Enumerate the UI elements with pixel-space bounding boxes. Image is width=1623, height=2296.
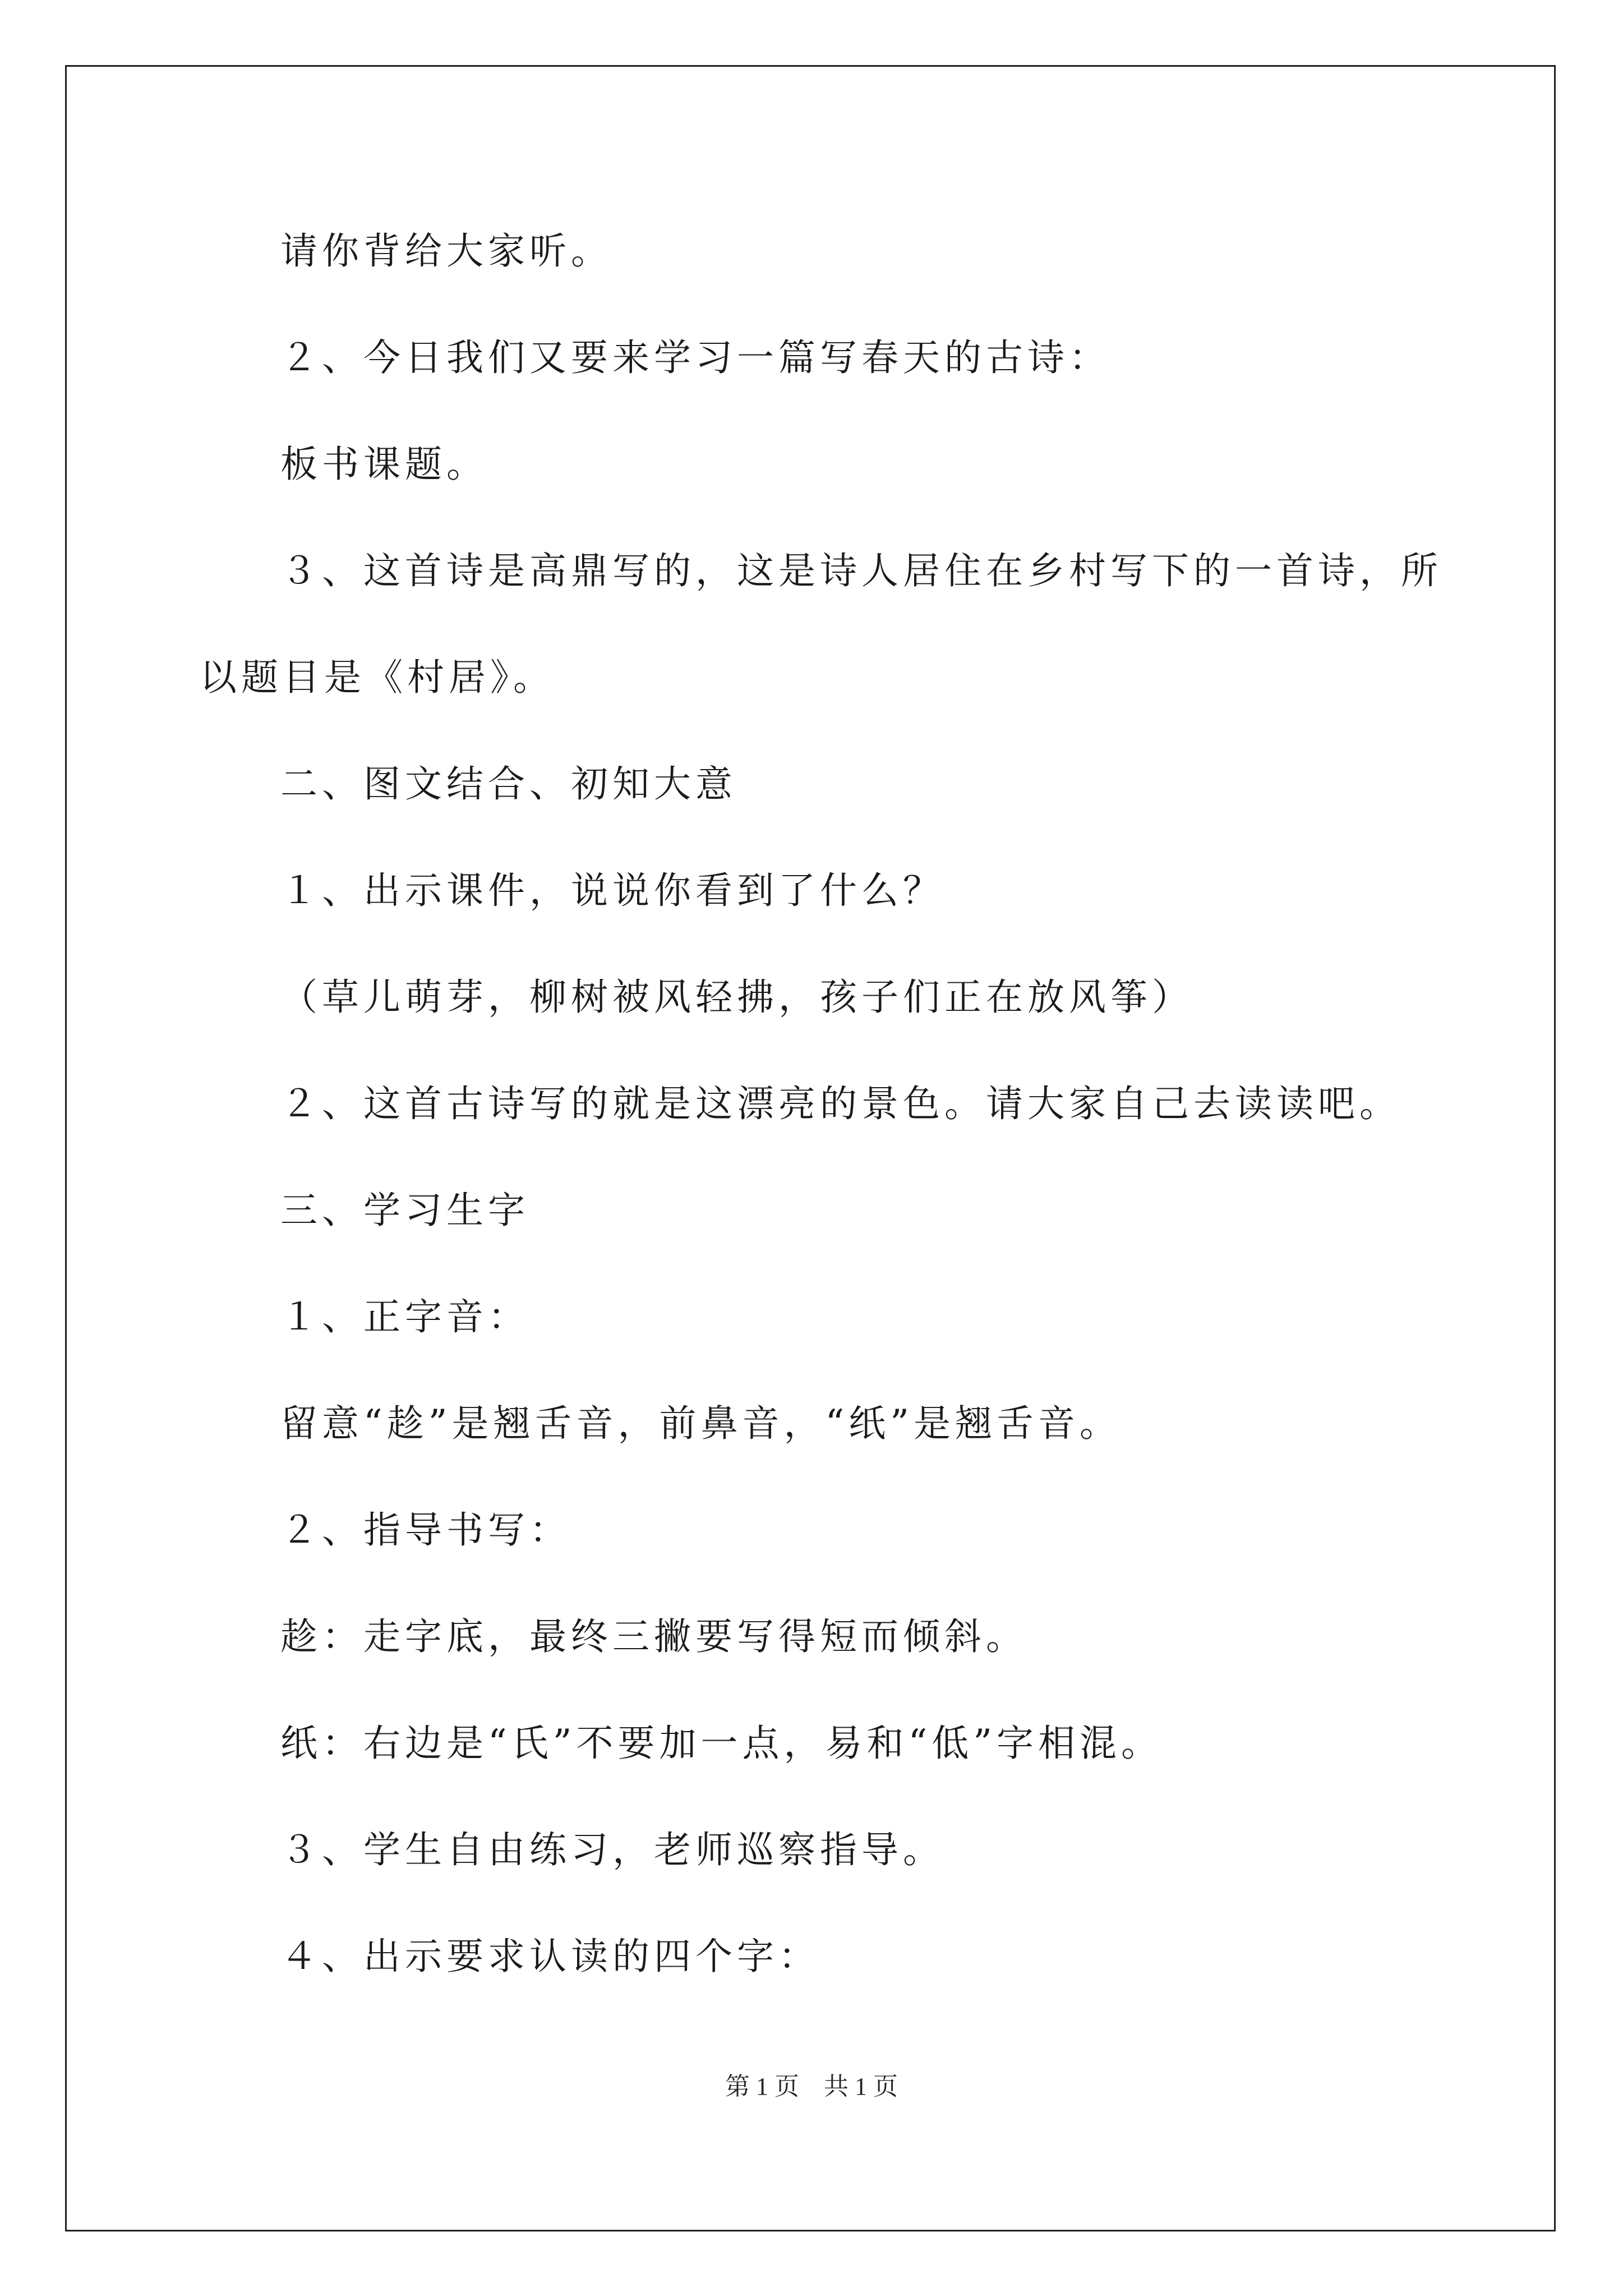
page-border — [65, 65, 1556, 2231]
text-line: 请你背给大家听。 — [280, 229, 612, 273]
text-line: 板书课题。 — [280, 443, 488, 486]
text-line: 三、学习生字 — [280, 1189, 529, 1232]
text-line: 二、图文结合、初知大意 — [280, 762, 737, 806]
text-line: １、出示课件，说说你看到了什么？ — [280, 869, 944, 912]
text-line: ３、学生自由练习，老师巡察指导。 — [280, 1828, 944, 1871]
page-footer: 第 1 页 共 1 页 — [725, 2073, 898, 2100]
text-line: 趁：走字底，最终三撇要写得短而倾斜。 — [280, 1615, 1027, 1658]
text-line: 留意“趁”是翘舌音，前鼻音，“纸”是翘舌音。 — [280, 1402, 1121, 1445]
text-line: ３、这首诗是高鼎写的，这是诗人居住在乡村写下的一首诗，所 — [280, 549, 1442, 592]
text-line: ２、指导书写： — [280, 1508, 571, 1552]
text-line: ２、今日我们又要来学习一篇写春天的古诗： — [280, 336, 1110, 379]
text-line: 纸：右边是“氏”不要加一点，易和“低”字相混。 — [280, 1722, 1163, 1765]
text-line: 以题目是《村居》。 — [200, 656, 555, 699]
text-line: （草儿萌芽，柳树被风轻拂，孩子们正在放风筝） — [280, 976, 1193, 1019]
text-line: １、正字音： — [280, 1295, 529, 1338]
text-line: ４、出示要求认读的四个字： — [280, 1935, 820, 1978]
text-line: ２、这首古诗写的就是这漂亮的景色。请大家自己去读读吧。 — [280, 1082, 1401, 1125]
